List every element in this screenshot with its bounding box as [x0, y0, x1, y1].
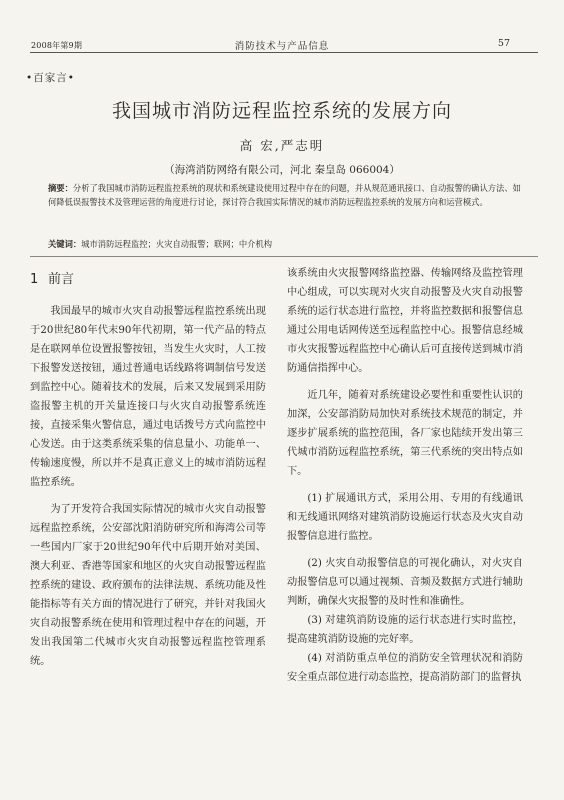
- right-column: [287, 264, 523, 687]
- keywords-text: 城市消防远程监控；火灾自动报警；联网；中介机构: [81, 239, 273, 249]
- left-column: [30, 264, 266, 671]
- list-item: (2) 火灾自动报警信息的可视化确认，对火灾自动报警信息可以通过视频、音频及数据方式进行辅助判断，确保火灾报警的及时性和准确性。: [287, 558, 523, 607]
- header-rule: [30, 52, 538, 53]
- section-number: 1: [30, 272, 39, 287]
- body-paragraph: 为了开发符合我国实际情况的城市火灾自动报警远程监控系统，公安部沈阳消防研究所和海湾公司等一些国内厂家于20世纪90年代中后期开始对美国、澳大利亚、香港等国家和地区的火灾自动报警远程监控系统的建设、政府颁布的法律法规、系统功能及性能指标等有关方面的情况进行了研究，并针对我国火灾自动报警系统在使用和管理过程中存在的问题，开发出我国第二代城市火灾自动报警远程监控管理系统。: [30, 504, 266, 667]
- author-affiliation: （海湾消防网络有限公司，河北 秦皇岛 066004）: [164, 164, 400, 176]
- keywords-label: 关键词：: [48, 239, 82, 249]
- abstract-label: 摘要：: [48, 183, 73, 193]
- list-item: (4) 对消防重点单位的消防安全管理状况和消防安全重点部位进行动态监控，提高消防部门的监督执: [287, 653, 523, 683]
- page-number: 57: [497, 38, 510, 49]
- section-heading: [30, 270, 266, 290]
- list-item: (3) 对建筑消防设施的运行状态进行实时监控，提高建筑消防设施的完好率。: [287, 615, 523, 645]
- journal-name: 消防技术与产品信息: [234, 41, 330, 52]
- abstract-divider: [30, 256, 538, 257]
- abstract-text: 分析了我国城市消防远程监控系统的现状和系统建设使用过程中存在的问题，并从规范通讯接口、自动报警的确认方法、如何降低误报警技术及管理运营的角度进行讨论，探讨符合我国实际情况的城市消防远程监控系统的发展方向和运营模式。: [48, 183, 521, 207]
- body-paragraph: 该系统由火灾报警网络监控器、传输网络及监控管理中心组成，可以实现对火灾自动报警及火灾自动报警系统的运行状态进行监控，并将监控数据和报警信息通过公用电话网传送至远程监控中心。报警信息经城市火灾报警远程监控中心确认后可直接传送到城市消防通信指挥中心。: [287, 268, 523, 374]
- article-title: 我国城市消防远程监控系统的发展方向: [111, 100, 452, 122]
- list-item: (1) 扩展通讯方式，采用公用、专用的有线通讯和无线通讯网络对建筑消防设施运行状态及火灾自动报警信息进行监控。: [287, 493, 523, 542]
- article-authors: 高 宏,严志明: [239, 138, 325, 153]
- issue-label: 2008年第9期: [31, 41, 83, 50]
- keywords: [48, 238, 526, 250]
- body-paragraph: 近几年，随着对系统建设必要性和重要性认识的加深，公安部消防局加快对系统技术规范的制定，并逐步扩展系统的监控范围，各厂家也陆续开发出第三代城市消防远程监控系统，第三代系统的突出特点如下。: [287, 390, 523, 477]
- section-title: 前言: [48, 272, 75, 287]
- body-paragraph: 我国最早的城市火灾自动报警远程监控系统出现于20世纪80年代末90年代初期，第一代产品的特点是在联网单位设置报警按钮，当发生火灾时，人工按下报警发送按钮，通过普通电话线路将调制信号发送到监控中心。随着技术的发展，后来又发展到采用防盗报警主机的开关量连接口与火灾自动报警系统连接，直接采集火警信息，通过电话拨号方式向监控中心发送。由于这类系统采集的信息量小、功能单一、传输速度慢，所以并不是真正意义上的城市消防远程监控系统。: [30, 306, 266, 488]
- abstract: [48, 182, 526, 209]
- column-tag: •百家言•: [26, 72, 75, 84]
